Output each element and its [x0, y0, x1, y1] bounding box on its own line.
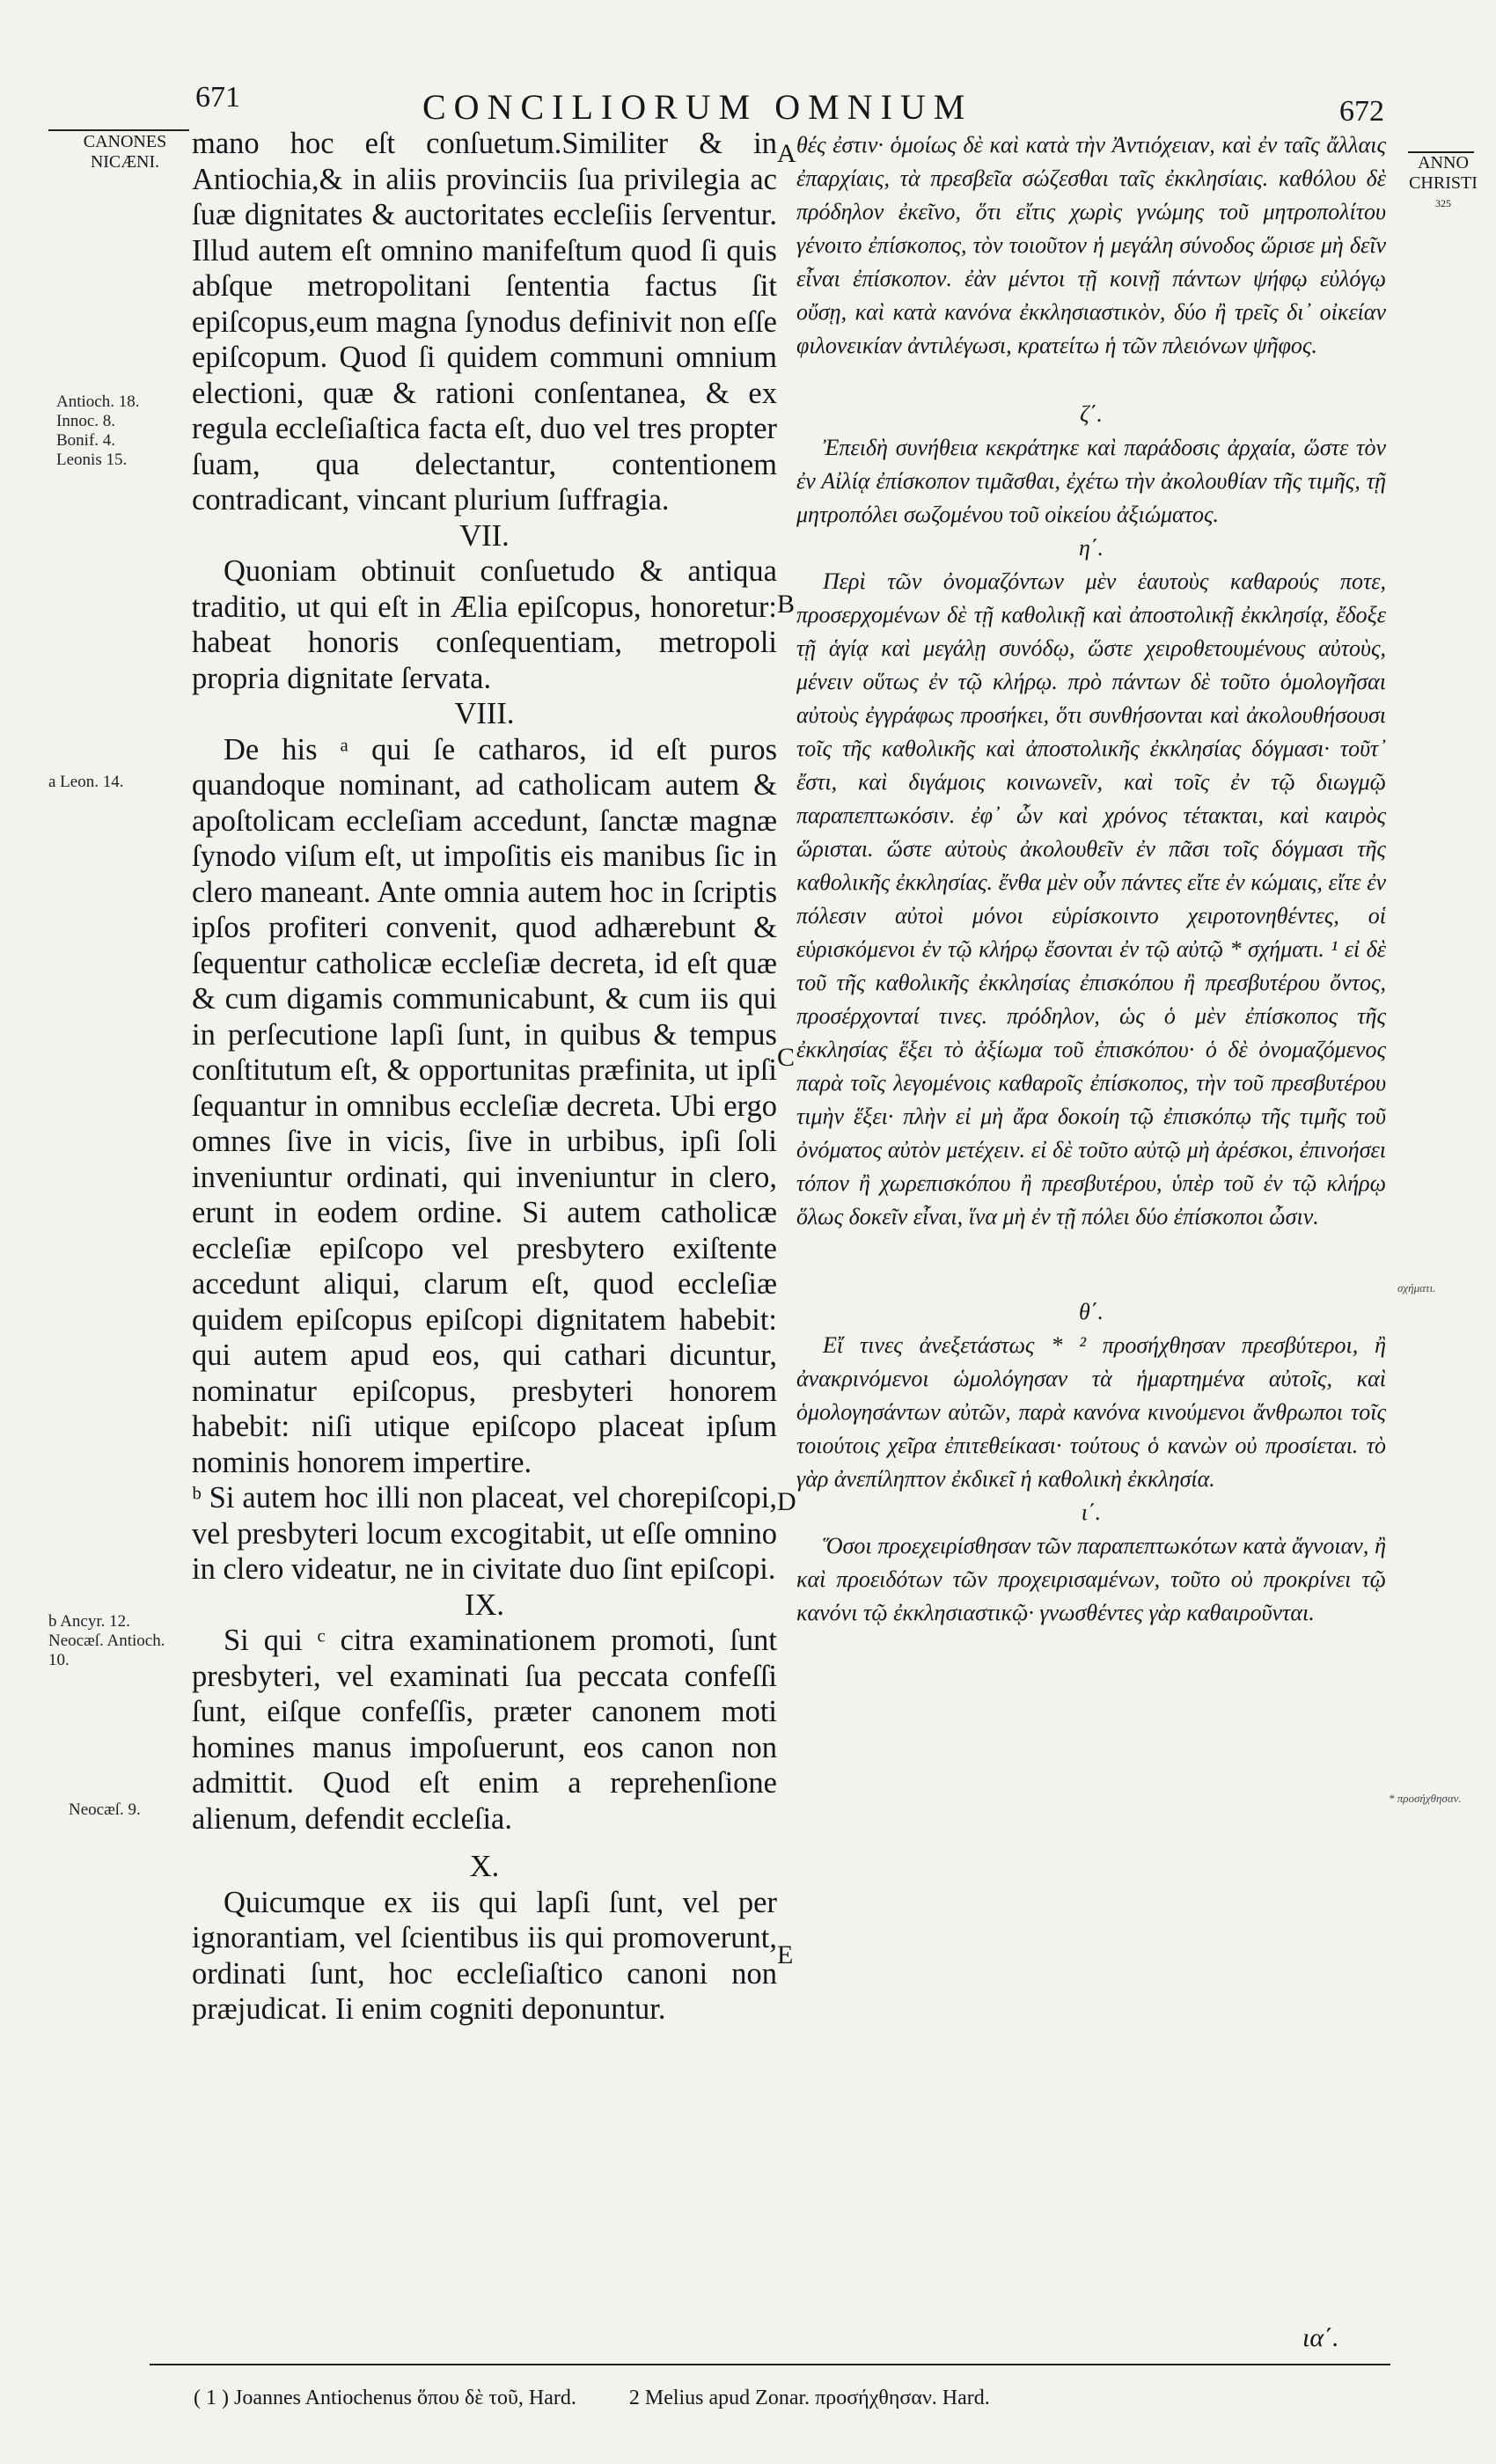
left-page-number: 671 [195, 81, 240, 114]
latin-paragraph-opening: mano hoc eſt conſuetum.Similiter & in Antiochia,& in aliis provinciis ſua privilegia ac ſuæ dignitates & auctoritates eccleſiis ſerventur. Illud autem eſt omnino manifeſtum quod ſi quis abſque metropolitani ſententia factus ſit epiſcopus,eum magna ſynodus definivit non eſſe epiſcopum. Quod ſi quidem communi omnium electioni, quæ & rationi conſentanea, & ex regula eccleſiaſtica facta eſt, duo vel tres propter ſuam, qua delectantur, contentionem contradicant, vincant plurium ſuffragia. [192, 127, 777, 517]
side-label-year: 325 [1435, 197, 1451, 209]
latin-canon-heading-10: X. [469, 1850, 500, 1883]
latin-canon-7: Quoniam obtinuit conſuetudo & antiqua traditio, ut qui eſt in Ælia epiſcopus, honoretur: habeat honoris conſequentiam, metropoli propria dignitate ſervata. [192, 554, 777, 695]
latin-canon-8: De his ᵃ qui ſe catharos, id eſt puros quandoque nominant, ad catholicam autem & apoſtolicam eccleſiam accedunt, ſanctæ magnæ ſynodo viſum eſt, ut impoſitis eis manibus ſic in clero maneant. Ante omnia autem hoc in ſcriptis ipſos profiteri convenit, quod adhærebunt & ſequentur catholicæ eccleſiæ decreta, id eſt quæ & cum digamis communicabunt, & cum iis qui in perſecutione lapſi ſunt, in quibus & tempus conſtitutum eſt, & opportunitas præfinita, ut ipſi ſequantur in omnibus eccleſiæ decreta. Ubi ergo omnes ſive in vicis, ſive in urbibus, ipſi ſoli inveniuntur ordinati, qui inveniuntur in clero, erunt in eodem ordine. Si autem catholicæ eccleſiæ epiſcopo vel presbytero exiſtente accedunt aliqui, clarum eſt, quod eccleſiæ quidem epiſcopus epiſcopi dignitatem habebit: qui autem apud eos, qui cathari dicuntur, nominatur epiſcopus, presbyteri honorem habebit: niſi utique epiſcopo placeat ipſum nominis honorem impertire. [192, 732, 777, 1479]
latin-canon-8-continued: ᵇ Si autem hoc illi non placeat, vel chorepiſcopi, vel presbyteri locum excogitabit, ut eſſe omnino in clero videatur, ne in civitate duo ſint epiſcopi. [192, 1481, 777, 1586]
greek-canon-10: Ὅσοι προεχειρίσθησαν τῶν παραπεπτωκότων κατὰ ἄγνοιαν, ἢ καὶ προειδότων τῶν προχειρισαμένων, τοῦτο οὐ προκρίνει τῷ κανόνι τῷ ἐκκλησιαστικῷ· γνωσθέντες γὰρ καθαιροῦνται. [796, 1533, 1386, 1625]
side-label-line: CHRISTI [1409, 173, 1478, 193]
margin-note-leon [48, 773, 123, 792]
margin-note-line: Bonif. 4. [56, 431, 116, 450]
latin-canon-10: Quicumque ex iis qui lapſi ſunt, vel per ignorantiam, vel ſcientibus iis qui promoverunt, ordinati ſunt, hoc eccleſiaſtico canoni non præjudicat. Ii enim cogniti deponuntur. [192, 1885, 777, 2026]
greek-canon-heading-7: ζ΄. [1080, 401, 1103, 427]
section-letter-b: B [777, 590, 796, 619]
margin-note-line: Antioch. 18. [56, 392, 140, 411]
right-page-number: 672 [1339, 95, 1384, 128]
footnotes: ( 1 ) Joannes Antiochenus ὅπου δὲ τοῦ, Hard. 2 Melius apud Zonar. προσήχθησαν. Hard. [194, 2387, 990, 2409]
margin-note-line: Leonis 15. [56, 451, 128, 469]
footnote-rule [150, 2364, 1390, 2365]
latin-canon-heading-7: VII. [459, 518, 510, 553]
greek-paragraph-opening: θές ἐστιν· ὁμοίως δὲ καὶ κατὰ τὴν Ἀντιόχειαν, καὶ ἐν ταῖς ἄλλαις ἐπαρχίαις, τὰ πρεσβεῖα σώζεσθαι ταῖς ἐκκλησίαις. καθόλου δὲ πρόδηλον ἐκεῖνο, ὅτι εἴτις χωρὶς γνώμης τοῦ μητροπολίτου γένοιτο ἐπίσκοπος, τὸν τοιοῦτον ἡ μεγάλη σύνοδος ὥρισε μὴ δεῖν εἶναι ἐπίσκοπον. ἐὰν μέντοι τῇ κοινῇ πάντων ψήφῳ εὐλόγῳ οὔσῃ, καὶ κατὰ κανόνα ἐκκλησιαστικὸν, δύο ἢ τρεῖς δι᾽ οἰκείαν φιλονεικίαν ἀντιλέγωσι, κρατείτω ἡ τῶν πλειόνων ψῆφος. [796, 132, 1386, 358]
margin-note-line: Innoc. 8. [56, 412, 116, 430]
margin-note-line: b Ancyr. 12. [48, 1612, 130, 1631]
margin-note-line: Neocæſ. 9. [69, 1800, 141, 1819]
running-title: CONCILIORUM OMNIUM [422, 87, 973, 127]
greek-canon-8: Περὶ τῶν ὀνομαζόντων μὲν ἑαυτοὺς καθαρούς ποτε, προσερχομένων δὲ τῇ καθολικῇ καὶ ἀποστολικῇ ἐκκλησίᾳ, ἔδοξε τῇ ἁγίᾳ καὶ μεγάλῃ συνόδῳ, ὥστε χειροθετουμένους αὐτοὺς, μένειν οὕτως ἐν τῷ κλήρῳ. πρὸ πάντων δὲ τοῦτο ὁμολογῆσαι αὐτοὺς ἐγγράφως προσήκει, ὅτι συνθήσονται καὶ ἀκολουθήσουσι τοῖς τῆς καθολικῆς καὶ ἀποστολικῆς ἐκκλησίας δόγμασι· τοῦτ᾽ ἔστι, καὶ διγάμοις κοινωνεῖν, καὶ τοῖς ἐν τῷ διωγμῷ παραπεπτωκόσιν. ἐφ᾽ ὧν καὶ χρόνος τέτακται, καὶ καιρὸς ὥρισται. ὥστε αὐτοὺς ἀκολουθεῖν ἐν πᾶσι τοῖς δόγμασι τῆς καθολικῆς ἐκκλησίας. ἔνθα μὲν οὖν πάντες εἴτε ἐν κώμαις, εἴτε ἐν πόλεσιν αὐτοὶ μόνοι εὑρίσκοιντο χειροτονηθέντες, οἱ εὑρισκόμενοι ἐν τῷ κλήρῳ ἔσονται ἐν τῷ αὐτῷ * σχήματι. ¹ εἰ δὲ τοῦ τῆς καθολικῆς ἐκκλησίας ἐπισκόπου ἢ πρεσβυτέρου ὄντος, προσέρχονταί τινες. πρόδηλον, ὡς ὁ μὲν ἐπίσκοπος τῆς ἐκκλησίας ἕξει τὸ ἀξίωμα τοῦ ἐπισκόπου· ὁ δὲ ὀνομαζόμενος παρὰ τοῖς λεγομένοις καθαροῖς ἐπίσκοπος, τὴν τοῦ πρεσβυτέρου τιμὴν ἕξει· πλὴν εἰ μὴ ἄρα δοκοίη τῷ ἐπισκόπῳ τῆς τιμῆς τοῦ ὀνόματος αὐτὸν μετέχειν. εἰ δὲ τοῦτο αὐτῷ μὴ ἀρέσκοι, ἐπινοήσει τόπον ἢ χωρεπισκόπου ἢ πρεσβυτέρου, ὑπὲρ τοῦ ἐν τῷ κλήρῳ ὅλως δοκεῖν εἶναι, ἵνα μὴ ἐν τῇ πόλει δύο ἐπίσκοποι ὦσιν. [796, 568, 1386, 1229]
side-label-line: CANONES [83, 132, 167, 151]
margin-note-ancyr [48, 1612, 172, 1670]
header-rule-left [48, 129, 189, 131]
side-label-anno [1406, 153, 1480, 214]
margin-note-prosechthesan: * προσήχθησαν. [1389, 1792, 1462, 1805]
greek-canon-heading-9: θ΄. [1079, 1299, 1104, 1324]
margin-note-line: a Leon. 14. [48, 773, 124, 791]
greek-canon-heading-10: ι΄. [1081, 1500, 1102, 1525]
side-label-line: NICÆNI. [90, 152, 160, 172]
greek-column [796, 128, 1386, 1630]
margin-note-line: Neocæſ. Antioch. 10. [48, 1632, 165, 1669]
section-letter-a: A [777, 139, 796, 168]
latin-column [192, 126, 777, 2028]
catchword: ια΄. [1302, 2323, 1339, 2352]
latin-canon-heading-9: IX. [464, 1588, 505, 1622]
section-letter-e: E [777, 1940, 794, 1969]
greek-canon-7: Ἐπειδὴ συνήθεια κεκράτηκε καὶ παράδοσις ἀρχαία, ὥστε τὸν ἐν Αἰλίᾳ ἐπίσκοπον τιμᾶσθαι, ἐχέτω τὴν ἀκολουθίαν τῆς τιμῆς, τῇ μητροπόλει σωζομένου τοῦ οἰκείου ἀξιώματος. [796, 435, 1386, 527]
side-label-canones [55, 132, 195, 172]
greek-canon-9: Εἴ τινες ἀνεξετάστως * ² προσήχθησαν πρεσβύτεροι, ἢ ἀνακρινόμενοι ὡμολόγησαν τὰ ἡμαρτημένα αὐτοῖς, καὶ ὁμολογησάντων αὐτῶν, παρὰ κανόνα κινούμενοι ἄνθρωποι τοῖς τοιούτοις χεῖρα ἐπιτεθείκασι· τούτους ὁ κανὼν οὐ προσίεται. τὸ γὰρ ἀνεπίληπτον ἐκδικεῖ ἡ καθολικὴ ἐκκλησία. [796, 1332, 1386, 1492]
margin-note-antioch [56, 392, 139, 470]
margin-note-neocaes [69, 1800, 141, 1820]
latin-canon-9: Si qui ᶜ citra examinationem promoti, ſunt presbyteri, vel examinati ſua peccata confeſſi ſunt, eiſque confeſſis, præter canonem moti homines manus impoſuerunt, eos canon non admittit. Quod eſt enim a reprehenſione alienum, defendit eccleſia. [192, 1624, 777, 1836]
side-label-line: ANNO [1418, 153, 1469, 172]
greek-canon-heading-8: η΄. [1078, 535, 1104, 561]
section-letter-d: D [777, 1487, 796, 1516]
margin-note-schemati: σχήματι. [1397, 1281, 1436, 1294]
section-letter-c: C [777, 1043, 796, 1072]
latin-canon-heading-8: VIII. [454, 697, 515, 730]
